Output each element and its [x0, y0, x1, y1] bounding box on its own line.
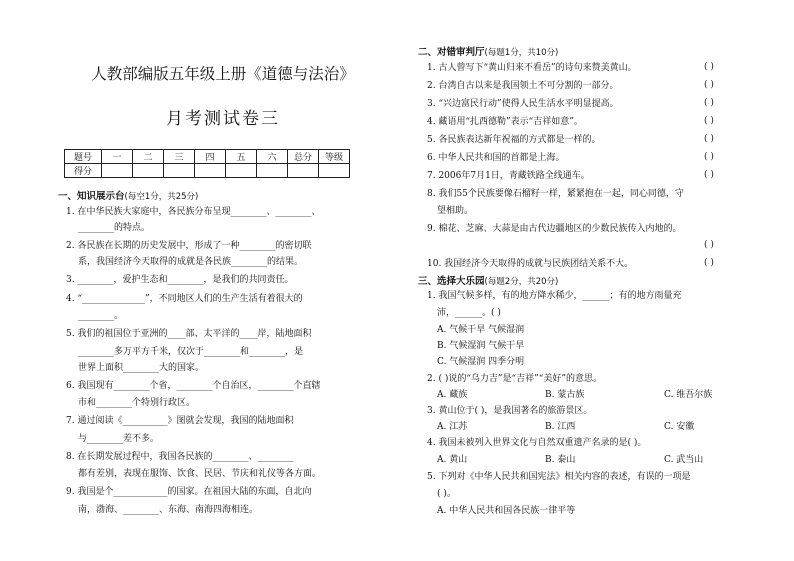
section-3-title: 三、选择大乐园 — [418, 276, 485, 287]
choice-option: A. 藏族 — [437, 390, 468, 400]
choice-option: C. 安徽 — [664, 422, 695, 432]
score-cell: 题号 — [65, 150, 102, 164]
question-line: ________的特点。 — [78, 223, 151, 233]
question-line: 7. 通过阅读《__________》图就会发现，我国的陆地面积 — [66, 416, 294, 426]
answer-paren[interactable]: ( ) — [704, 98, 714, 108]
choice-question: ( )。 — [437, 489, 456, 499]
score-cell: 五 — [226, 150, 257, 164]
score-table-header-row — [65, 150, 350, 164]
judgment-item: 8. 我们55个民族要像石榴籽一样，紧紧抱在一起，同心同德，守 — [427, 189, 684, 199]
choice-option: C. 武当山 — [664, 455, 704, 465]
choice-option: B. 蒙古族 — [545, 390, 585, 400]
question-line: 6. 我国现有________个省，________个自治区，________个直辖 — [66, 381, 321, 391]
score-cell: 三 — [164, 150, 195, 164]
score-table — [64, 149, 350, 178]
question-line: 2. 各民族在长期的历史发展中，形成了一种________的密切联 — [66, 241, 312, 251]
score-cell: 六 — [257, 150, 288, 164]
document-title: 人教部编版五年级上册《道德与法治》 — [91, 65, 355, 83]
score-cell: 总分 — [288, 150, 319, 164]
section-3-note: (每题2分，共20分) — [484, 277, 559, 287]
judgment-item: 3. “兴边富民行动”使得人民生活水平明显提高。 — [427, 99, 619, 109]
judgment-item: 5. 各民族表达新年祝福的方式都是一样的。 — [427, 135, 601, 145]
question-line: 世界上面积________大的国家。 — [78, 363, 205, 373]
score-input-cell[interactable] — [288, 164, 319, 178]
score-cell: 得分 — [65, 164, 102, 178]
choice-question: 沛，______。( ) — [437, 308, 501, 318]
answer-paren[interactable]: ( ) — [704, 134, 714, 144]
choice-option: B. 气候湿润 气候干旱 — [437, 341, 525, 351]
question-line: 8. 在长期发展过程中，我国各民族的________、________ — [66, 452, 294, 462]
section-2-note: (每题1分，共10分) — [484, 48, 559, 58]
judgment-item: 9. 棉花、芝麻、大蒜是由古代边疆地区的少数民族传入内地的。 — [427, 224, 682, 234]
judgment-item: 2. 台湾自古以来是我国领土不可分割的一部分。 — [427, 81, 619, 91]
score-input-cell[interactable] — [257, 164, 288, 178]
score-input-cell[interactable] — [195, 164, 226, 178]
answer-paren[interactable]: ( ) — [704, 62, 714, 72]
score-input-cell[interactable] — [319, 164, 350, 178]
section-1-heading — [58, 188, 198, 202]
answer-paren[interactable]: ( ) — [704, 240, 714, 250]
score-input-cell[interactable] — [133, 164, 164, 178]
choice-option: A. 黄山 — [437, 455, 468, 465]
score-cell: 二 — [133, 150, 164, 164]
question-line: 市和________个特别行政区。 — [78, 398, 196, 408]
section-2-title: 二、对错审判厅 — [418, 47, 485, 58]
answer-paren[interactable]: ( ) — [704, 152, 714, 162]
question-line: 南，渤海、________、东海、南海四海相连。 — [78, 505, 259, 515]
question-line: 5. 我们的祖国位于亚洲的____部、太平洋的____岸，陆地面积 — [66, 329, 312, 339]
section-3-heading — [418, 273, 558, 287]
question-line: 系，我国经济今天取得的成就是各民族________的结果。 — [78, 257, 304, 267]
choice-option: A. 中华人民共和国各民族一律平等 — [437, 506, 576, 516]
answer-paren[interactable]: ( ) — [704, 258, 714, 268]
judgment-item: 1. 古人曾写下“黄山归来不看岳”的诗句来赞美黄山。 — [427, 63, 637, 73]
answer-paren[interactable]: ( ) — [704, 80, 714, 90]
choice-option: B. 江西 — [545, 422, 576, 432]
choice-question: 3. 黄山位于( )，是我国著名的旅游景区。 — [427, 406, 593, 416]
choice-option: A. 江苏 — [437, 422, 468, 432]
score-input-cell[interactable] — [226, 164, 257, 178]
section-1-title: 一、知识展示台 — [58, 191, 125, 202]
score-input-cell[interactable] — [102, 164, 133, 178]
question-line: ________。 — [78, 311, 124, 321]
question-line: 9. 我国是个____________的国家。在祖国大陆的东面，自北向 — [66, 487, 312, 497]
score-input-cell[interactable] — [164, 164, 195, 178]
score-cell: 四 — [195, 150, 226, 164]
exam-subtitle: 月考测试卷三 — [166, 109, 280, 129]
choice-option: B. 泰山 — [545, 455, 576, 465]
choice-question: 5. 下列对《中华人民共和国宪法》相关内容的表述，有误的一项是 — [427, 472, 691, 482]
score-cell: 一 — [102, 150, 133, 164]
choice-option: A. 气候干旱 气候湿润 — [437, 325, 525, 335]
judgment-item: 望相助。 — [437, 206, 474, 216]
judgment-item: 6. 中华人民共和国的首都是上海。 — [427, 153, 565, 163]
choice-question: 4. 我国未被列入世界文化与自然双重遗产名录的是( )。 — [427, 438, 647, 448]
score-cell: 等级 — [319, 150, 350, 164]
score-table-score-row — [65, 164, 350, 178]
answer-paren[interactable]: ( ) — [704, 170, 714, 180]
judgment-item: 4. 藏语用“扎西德勒”表示“吉祥如意”。 — [427, 117, 583, 127]
choice-option: C. 气候湿润 四季分明 — [437, 357, 525, 367]
choice-option: C. 维吾尔族 — [664, 390, 713, 400]
choice-question: 1. 我国气候多样，有的地方降水稀少，______；有的地方雨量充 — [427, 291, 682, 301]
judgment-item: 10. 我国经济今天取得的成就与民族团结关系不大。 — [427, 259, 634, 269]
question-line: 1. 在中华民族大家庭中，各民族分布呈现________、________、 — [66, 207, 321, 217]
choice-question: 2. ( )说的“乌力吉”是“吉祥”“美好”的意思。 — [427, 374, 602, 384]
question-line: ________多万平方千米，仅次于________和________，是 — [78, 347, 304, 357]
answer-paren[interactable]: ( ) — [704, 116, 714, 126]
question-line: 3. ________，爱护生态和________，是我们的共同责任。 — [66, 275, 294, 285]
section-2-heading — [418, 44, 558, 58]
question-line: 都有差别，表现在服饰、饮食、民居、节庆和礼仪等各方面。 — [78, 469, 322, 479]
question-line: 与________差不多。 — [78, 434, 160, 444]
question-line: 4. “______________”，不同地区人们的生产生活有着很大的 — [66, 294, 303, 304]
section-1-note: (每空1分，共25分) — [124, 192, 199, 202]
judgment-item: 7. 2006年7月1日，青藏铁路全线通车。 — [427, 171, 590, 181]
